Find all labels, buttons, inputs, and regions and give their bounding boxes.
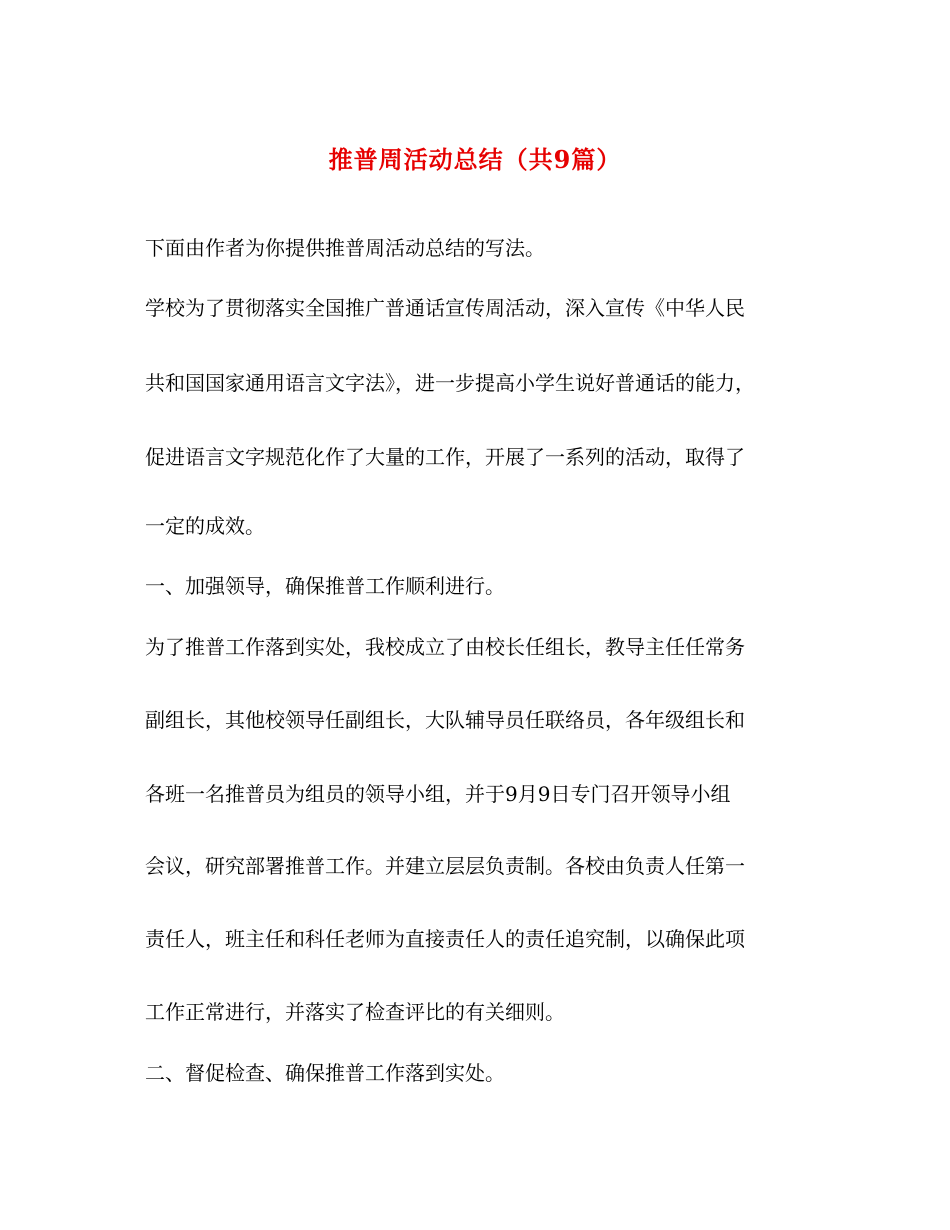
body-line: 促进语言文字规范化作了大量的工作，开展了一系列的活动，取得了 bbox=[145, 445, 745, 469]
body-line: 工作正常进行，并落实了检查评比的有关细则。 bbox=[145, 1000, 565, 1024]
body-line: 各班一名推普员为组员的领导小组，并于9月9日专门召开领导小组 bbox=[145, 782, 731, 806]
body-line: 学校为了贯彻落实全国推广普通话宣传周活动，深入宣传《中华人民 bbox=[145, 296, 745, 320]
body-line: 一定的成效。 bbox=[145, 514, 265, 538]
section-heading: 一、加强领导，确保推普工作顺利进行。 bbox=[145, 574, 505, 598]
body-line: 共和国国家通用语言文字法》，进一步提高小学生说好普通话的能力， bbox=[145, 371, 755, 395]
body-line: 副组长，其他校领导任副组长，大队辅导员任联络员，各年级组长和 bbox=[145, 708, 745, 732]
section-heading: 二、督促检查、确保推普工作落到实处。 bbox=[145, 1061, 505, 1085]
body-line: 责任人，班主任和科任老师为直接责任人的责任追究制，以确保此项 bbox=[145, 927, 745, 951]
body-line: 为了推普工作落到实处，我校成立了由校长任组长，教导主任任常务 bbox=[145, 635, 745, 659]
body-line: 会议，研究部署推普工作。并建立层层负责制。各校由负责人任第一 bbox=[145, 854, 745, 878]
body-line: 下面由作者为你提供推普周活动总结的写法。 bbox=[145, 236, 545, 260]
document-title: 推普周活动总结（共9篇） bbox=[328, 145, 622, 174]
